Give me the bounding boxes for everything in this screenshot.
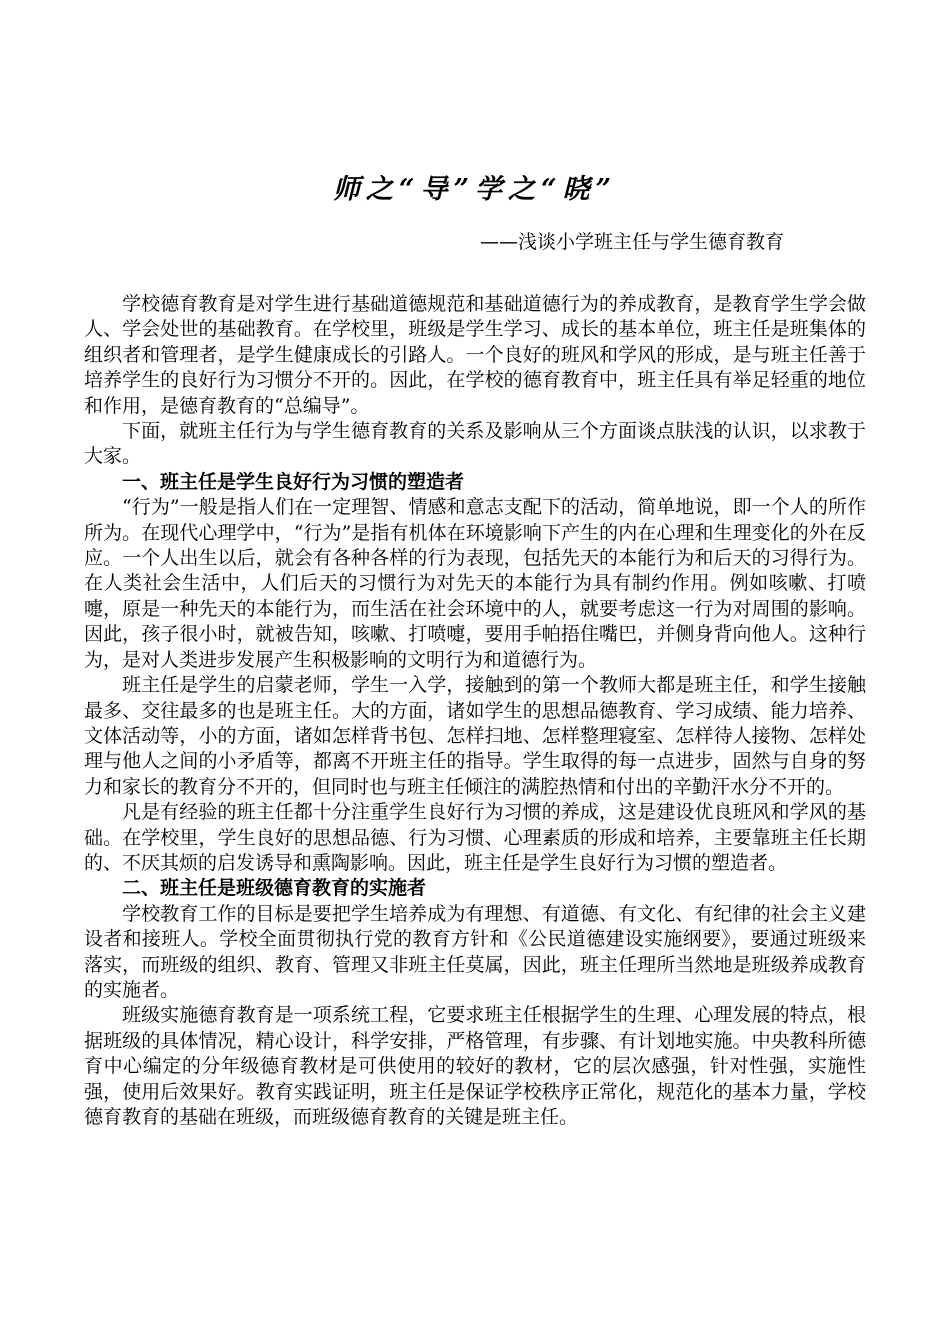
paragraph-intro: 学校德育教育是对学生进行基础道德规范和基础道德行为的养成教育，是教育学生学会做人、学会处世的基础教育。在学校里，班级是学生学习、成长的基本单位，班主任是班集体的组织者和管理者，是学生健康成长的引路人。一个良好的班风和学风的形成，是与班主任善于培养学生的良好行为习惯分不开的。因此，在学校的德育教育中，班主任具有举足轻重的地位和作用，是德育教育的“总编导”。 bbox=[84, 293, 866, 417]
paragraph-head-teacher-role: 班主任是学生的启蒙老师，学生一入学，接触到的第一个教师大都是班主任，和学生接触最多、交往最多的也是班主任。大的方面，诸如学生的思想品德教育、学习成绩、能力培养、文体活动等，小的方面，诸如怎样背书包、怎样扫地、怎样整理寝室、怎样待人接物、怎样处理与他人之间的小矛盾等，都离不开班主任的指导。学生取得的每一点进步，固然与自身的努力和家长的教育分不开的，但同时也与班主任倾注的满腔热情和付出的辛勤汗水分不开的。 bbox=[84, 674, 866, 798]
paragraph-overview: 下面，就班主任行为与学生德育教育的关系及影响从三个方面谈点肤浅的认识，以求教于大家。 bbox=[84, 420, 866, 468]
section-heading-2: 二、班主任是班级德育教育的实施者 bbox=[122, 877, 427, 900]
section-heading-1: 一、班主任是学生良好行为习惯的塑造者 bbox=[122, 470, 465, 493]
document-subtitle: ——浅谈小学班主任与学生德育教育 bbox=[480, 231, 785, 253]
document-body bbox=[84, 292, 866, 1130]
paragraph-behavior-definition: “行为”一般是指人们在一定理智、情感和意志支配下的活动，简单地说，即一个人的所作所为。在现代心理学中，“行为”是指有机体在环境影响下产生的内在心理和生理变化的外在反应。一个人出生以后，就会有各种各样的行为表现，包括先天的本能行为和后天的习得行为。在人类社会生活中，人们后天的习惯行为对先天的本能行为具有制约作用。例如咳嗽、打喷嚏，原是一种先天的本能行为，而生活在社会环境中的人，就要考虑这一行为对周围的影响。因此，孩子很小时，就被告知，咳嗽、打喷嚏，要用手帕捂住嘴巴，并侧身背向他人。这种行为，是对人类进步发展产生积极影响的文明行为和道德行为。 bbox=[84, 496, 866, 671]
document-title: 师之“导”学之“晓” bbox=[332, 174, 618, 205]
paragraph-habit-cultivation: 凡是有经验的班主任都十分注重学生良好行为习惯的养成，这是建设优良班风和学风的基础。在学校里，学生良好的思想品德、行为习惯、心理素质的形成和培养，主要靠班主任长期的、不厌其烦的启发诱导和熏陶影响。因此，班主任是学生良好行为习惯的塑造者。 bbox=[84, 801, 866, 874]
paragraph-implementation: 班级实施德育教育是一项系统工程，它要求班主任根据学生的生理、心理发展的特点，根据班级的具体情况，精心设计，科学安排，严格管理，有步骤、有计划地实施。中央教科所德育中心编定的分年级德育教材是可供使用的较好的教材，它的层次感强，针对性强，实施性强，使用后效果好。教育实践证明，班主任是保证学校秩序正常化，规范化的基本力量，学校德育教育的基础在班级，而班级德育教育的关键是班主任。 bbox=[84, 1004, 866, 1128]
paragraph-education-goal: 学校教育工作的目标是要把学生培养成为有理想、有道德、有文化、有纪律的社会主义建设者和接班人。学校全面贯彻执行党的教育方针和《公民道德建设实施纲要》，要通过班级来落实，而班级的组织、教育、管理又非班主任莫属，因此，班主任理所当然地是班级养成教育的实施者。 bbox=[84, 902, 866, 1001]
